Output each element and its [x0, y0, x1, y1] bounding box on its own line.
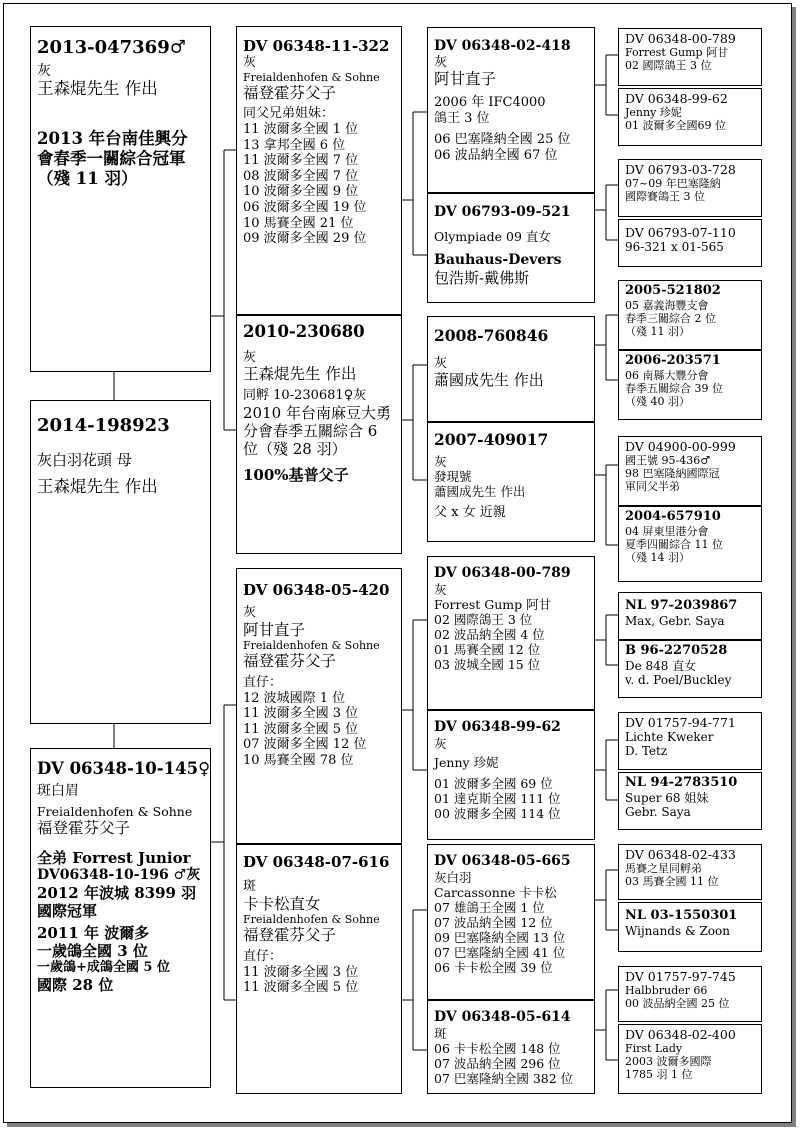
gen3-f-color: 灰	[434, 735, 447, 751]
result-line: 08 波爾多全國 7 位	[243, 168, 359, 184]
sire-card	[30, 400, 211, 724]
gen4-card-6	[618, 350, 762, 420]
gen2-d-breeder-en: Freialdenhofen & Sohne	[243, 913, 380, 927]
gen3-c-card	[427, 316, 595, 422]
dam-card	[30, 748, 211, 1088]
result-line: 10 馬賽全國 21 位	[243, 215, 354, 231]
gen3-b-name: Olympiade 09 直女	[434, 228, 551, 244]
gen2-d-ring: DV 06348-07-616	[243, 853, 390, 871]
gen3-e-ring: DV 06348-00-789	[434, 565, 571, 581]
gen3-f-name: Jenny 珍妮	[434, 754, 499, 770]
gen4-ring: DV 06793-07-110	[625, 225, 736, 240]
gen4-line4: 1785 羽 1 位	[625, 1068, 693, 1082]
gen2-b-achievement: 2010 年台南麻豆大勇分會春季五關綜合 6 位（殘 28 羽）	[243, 403, 391, 458]
gen4-line3: Gebr. Saya	[625, 804, 691, 819]
sire-ring: 2014-198923	[37, 415, 170, 436]
gen3-e-color: 灰	[434, 581, 447, 597]
gen3-c-ring: 2008-760846	[434, 326, 549, 345]
dam-breeder-en: Freialdenhofen & Sohne	[37, 803, 193, 819]
result-line: 11 波爾多全國 1 位	[243, 121, 359, 137]
gen4-line4: （殘 14 羽）	[625, 550, 690, 564]
gen3-a-card	[427, 27, 595, 193]
gen4-line2: Wijnands & Zoon	[625, 923, 730, 938]
dam-brother-ring: DV06348-10-196 ♂灰	[37, 867, 201, 884]
gen4-card-13	[618, 844, 762, 900]
gen4-line2: De 848 直女	[625, 658, 697, 673]
dam-color: 斑白眉	[37, 782, 79, 799]
gen2-b-section	[243, 322, 395, 484]
sire-color: 灰白羽花頭 母	[37, 450, 132, 469]
gen4-card-16	[618, 1024, 762, 1094]
result-line: 07 巴塞隆納全國 41 位	[434, 944, 566, 960]
gen3-h-ring: DV 06348-05-614	[434, 1009, 571, 1025]
dam-brother-title: 全弟 Forrest Junior	[37, 849, 191, 868]
gen4-ring: NL 03-1550301	[625, 908, 738, 923]
gen2-a-color: 灰	[243, 55, 257, 70]
gen4-line2: Lichte Kweker	[625, 730, 714, 744]
gen3-d-color: 灰	[434, 453, 447, 469]
gen4-ring: DV 06348-02-433	[625, 847, 736, 862]
gen4-card-9	[618, 592, 762, 640]
dam-brother-result2: 2011 年 波爾多	[37, 923, 150, 942]
result-line: 11 波爾多全國 5 位	[243, 980, 359, 996]
subject-color: 灰	[37, 62, 51, 79]
gen4-ring: 2005-521802	[625, 283, 721, 298]
gen4-line3: 01 波爾多全國69 位	[625, 119, 726, 133]
gen4-ring: DV 06348-02-400	[625, 1027, 736, 1042]
gen3-g-card	[427, 844, 595, 1000]
result-line: 01 馬賽全國 12 位	[434, 641, 541, 657]
gen2-b-breeder: 王森焜先生 作出	[243, 365, 357, 384]
gen4-line3: 國際賽鴿王 3 位	[625, 190, 705, 204]
gen4-line2: Jenny 珍妮	[625, 106, 682, 119]
gen4-card-7	[618, 436, 762, 506]
gen4-line4: 軍同父半弟	[625, 480, 680, 494]
gen4-card-1	[618, 28, 762, 86]
sire-breeder: 王森焜先生 作出	[37, 476, 158, 496]
gen2-a-note: 同父兄弟姐妹：	[243, 106, 335, 122]
gen4-card-5	[618, 280, 762, 350]
gen3-c-breeder: 蕭國成先生 作出	[434, 371, 544, 390]
gen4-line3: 春季五關綜合 39 位	[625, 381, 723, 395]
gen4-line2: 05 嘉義海豐支會	[625, 298, 709, 312]
result-line: 09 巴塞隆納全國 13 位	[434, 929, 566, 945]
gen2-dam-column	[236, 568, 402, 1094]
result-line: 10 馬賽全國 78 位	[243, 752, 354, 768]
gen4-ring: DV 01757-94-771	[625, 715, 736, 730]
gen4-card-11	[618, 712, 762, 770]
gen3-b-breeder-en: Bauhaus-Devers	[434, 251, 562, 268]
gen3-e-name: Forrest Gump 阿甘	[434, 596, 552, 612]
gen4-ring: 2006-203571	[625, 353, 721, 368]
gen4-line2: Max, Gebr. Saya	[625, 613, 725, 628]
result-line: 06 卡卡松全國 39 位	[434, 959, 553, 975]
gen4-card-4	[618, 219, 762, 267]
gen4-line2: Halbbruder 66	[625, 984, 708, 997]
gen4-line2: Forrest Gump 阿甘	[625, 46, 729, 59]
gen4-line4: （殘 40 羽）	[625, 394, 690, 408]
result-line: 02 國際鴿王 3 位	[434, 611, 533, 627]
gen2-b-color: 灰	[243, 349, 257, 365]
gen4-line3: 夏季四關綜合 11 位	[625, 537, 723, 551]
gen3-a-ring: DV 06348-02-418	[434, 38, 571, 54]
gen2-c-breeder-en: Freialdenhofen & Sohne	[243, 639, 380, 653]
gen4-line2: 96-321 x 01-565	[625, 240, 724, 254]
gen4-card-10	[618, 640, 762, 698]
gen4-ring: B 96-2270528	[625, 643, 728, 658]
gen3-a-title2: 鴿王 3 位	[434, 110, 490, 126]
gen3-a-color: 灰	[434, 54, 448, 70]
gen3-h-color: 斑	[434, 1025, 447, 1041]
gen3-d-ring: 2007-409017	[434, 430, 549, 449]
gen2-sire-column	[236, 26, 402, 554]
gen4-ring: NL 97-2039867	[625, 598, 738, 613]
gen3-g-color: 灰白羽	[434, 869, 472, 885]
gen4-line2: 國王號 95-436♂	[625, 454, 711, 467]
gen4-line2: Super 68 姐妹	[625, 790, 709, 805]
dam-brother-result3: 一歲鴿全國 3 位	[37, 941, 148, 960]
gen4-line3: v. d. Poel/Buckley	[625, 672, 732, 687]
gen2-c-breeder: 福登霍芬父子	[243, 652, 337, 671]
result-line: 06 波品納全國 67 位	[434, 147, 558, 163]
gen2-c-name: 阿甘直子	[243, 620, 306, 639]
result-line: 12 波城國際 1 位	[243, 690, 346, 706]
gen4-card-14	[618, 902, 762, 952]
gen4-line2: 07~09 年巴塞隆納	[625, 177, 721, 190]
gen4-ring: DV 04900-00-999	[625, 439, 736, 454]
result-line: 00 波爾多全國 114 位	[434, 805, 561, 821]
result-line: 06 波爾多全國 19 位	[243, 199, 367, 215]
gen3-b-ring: DV 06793-09-521	[434, 204, 571, 220]
gen2-c-color: 灰	[243, 605, 257, 620]
gen4-line2: 04 屏東里港分會	[625, 524, 709, 538]
gen4-ring: DV 06348-00-789	[625, 31, 736, 46]
result-line: 02 波品納全國 4 位	[434, 626, 545, 642]
gen2-c-ring: DV 06348-05-420	[243, 581, 390, 599]
result-line: 01 達克斯全國 111 位	[434, 790, 561, 806]
gen4-ring: NL 94-2783510	[625, 775, 738, 790]
gen2-b-ring: 2010-230680	[243, 322, 365, 341]
result-line: 11 波爾多全國 3 位	[243, 964, 359, 980]
result-line: 07 波品納全國 12 位	[434, 914, 553, 930]
gen3-d-card	[427, 422, 595, 542]
result-line: 07 巴塞隆納全國 382 位	[434, 1070, 574, 1086]
gen3-h-card	[427, 1000, 595, 1094]
gen2-d-note: 直仔：	[243, 948, 283, 964]
result-line: 01 波爾多全國 69 位	[434, 775, 553, 791]
gen3-b-card	[427, 193, 595, 303]
gen2-d-section	[243, 853, 395, 996]
result-line: 07 波品納全國 296 位	[434, 1055, 561, 1071]
gen4-line4: （殘 11 羽）	[625, 324, 690, 338]
result-line: 11 波爾多全國 5 位	[243, 721, 359, 737]
result-line: 03 波城全國 15 位	[434, 656, 541, 672]
gen2-b-sibling: 同孵 10-230681♀灰	[243, 387, 367, 403]
gen4-line3: 02 國際鴿王 3 位	[625, 59, 712, 73]
gen4-line2: First Lady	[625, 1042, 683, 1055]
result-line: 07 雄鴿王全國 1 位	[434, 899, 545, 915]
dam-breeder: 福登霍芬父子	[37, 818, 131, 837]
gen3-a-title1: 2006 年 IFC4000	[434, 94, 546, 110]
gen3-b-breeder: 包浩斯-戴佛斯	[434, 268, 530, 287]
gen3-c-color: 灰	[434, 355, 448, 371]
gen3-e-card	[427, 556, 595, 710]
gen4-card-12	[618, 772, 762, 830]
gen2-a-breeder: 福登霍芬父子	[243, 83, 337, 102]
gen2-b-note: 100%基普父子	[243, 465, 349, 484]
gen4-card-3	[618, 159, 762, 217]
gen4-line3: 98 巴塞隆納國際冠	[625, 467, 720, 481]
result-line: 06 巴塞隆納全國 25 位	[434, 132, 571, 148]
gen4-card-15	[618, 966, 762, 1022]
gen3-d-breeder: 蕭國成先生 作出	[434, 483, 526, 499]
gen3-f-card	[427, 710, 595, 840]
gen3-a-name: 阿甘直子	[434, 70, 497, 89]
dam-brother-result4: 一歲鴿+成鴿全國 5 位	[37, 959, 170, 975]
result-line: 07 波爾多全國 12 位	[243, 737, 367, 753]
dam-brother-result5: 國際 28 位	[37, 975, 114, 994]
gen3-d-name: 發現號	[434, 468, 472, 484]
result-line: 11 波爾多全國 3 位	[243, 706, 359, 722]
gen4-line3: 春季三關綜合 2 位	[625, 311, 716, 325]
gen3-f-ring: DV 06348-99-62	[434, 719, 561, 735]
result-line: 10 波爾多全國 9 位	[243, 184, 359, 200]
gen4-line2: 馬賽之星同孵弟	[625, 862, 702, 875]
gen4-card-2	[618, 88, 762, 146]
gen4-ring: DV 06793-03-728	[625, 162, 736, 177]
gen3-g-ring: DV 06348-05-665	[434, 853, 571, 869]
gen4-line3: 2003 波爾多國際	[625, 1055, 712, 1069]
gen4-ring: 2004-657910	[625, 509, 721, 524]
gen4-line3: 00 波品納全國 25 位	[625, 997, 730, 1011]
gen2-d-name: 卡卡松直女	[243, 894, 321, 913]
gen3-g-name: Carcassonne 卡卡松	[434, 884, 557, 900]
result-line: 13 拿邦全國 6 位	[243, 137, 346, 153]
subject-achievement: 2013 年台南佳興分會春季一關綜合冠軍（殘 11 羽）	[37, 129, 188, 188]
dam-brother-result1: 2012 年波城 8399 羽國際冠軍	[37, 883, 197, 920]
dam-ring: DV 06348-10-145♀	[37, 759, 211, 778]
gen4-line2: 06 南縣大豐分會	[625, 368, 709, 382]
gen4-line3: 03 馬賽全國 11 位	[625, 875, 719, 889]
gen3-d-note: 父 x 女 近親	[434, 504, 506, 520]
subject-ring: 2013-047369♂	[37, 37, 186, 58]
gen2-d-breeder: 福登霍芬父子	[243, 926, 337, 945]
gen2-c-note: 直仔：	[243, 674, 283, 690]
gen2-a-ring: DV 06348-11-322	[243, 37, 390, 55]
result-line: 06 卡卡松全國 148 位	[434, 1040, 561, 1056]
gen2-a-breeder-en: Freialdenhofen & Sohne	[243, 70, 380, 84]
gen4-card-8	[618, 506, 762, 582]
subject-breeder: 王森焜先生 作出	[37, 79, 158, 99]
result-line: 09 波爾多全國 29 位	[243, 231, 367, 247]
gen4-ring: DV 06348-99-62	[625, 91, 728, 106]
gen2-d-color: 斑	[243, 879, 257, 894]
subject-card	[30, 26, 211, 372]
gen4-line3: D. Tetz	[625, 744, 668, 759]
gen4-ring: DV 01757-97-745	[625, 969, 736, 984]
result-line: 11 波爾多全國 7 位	[243, 153, 359, 169]
